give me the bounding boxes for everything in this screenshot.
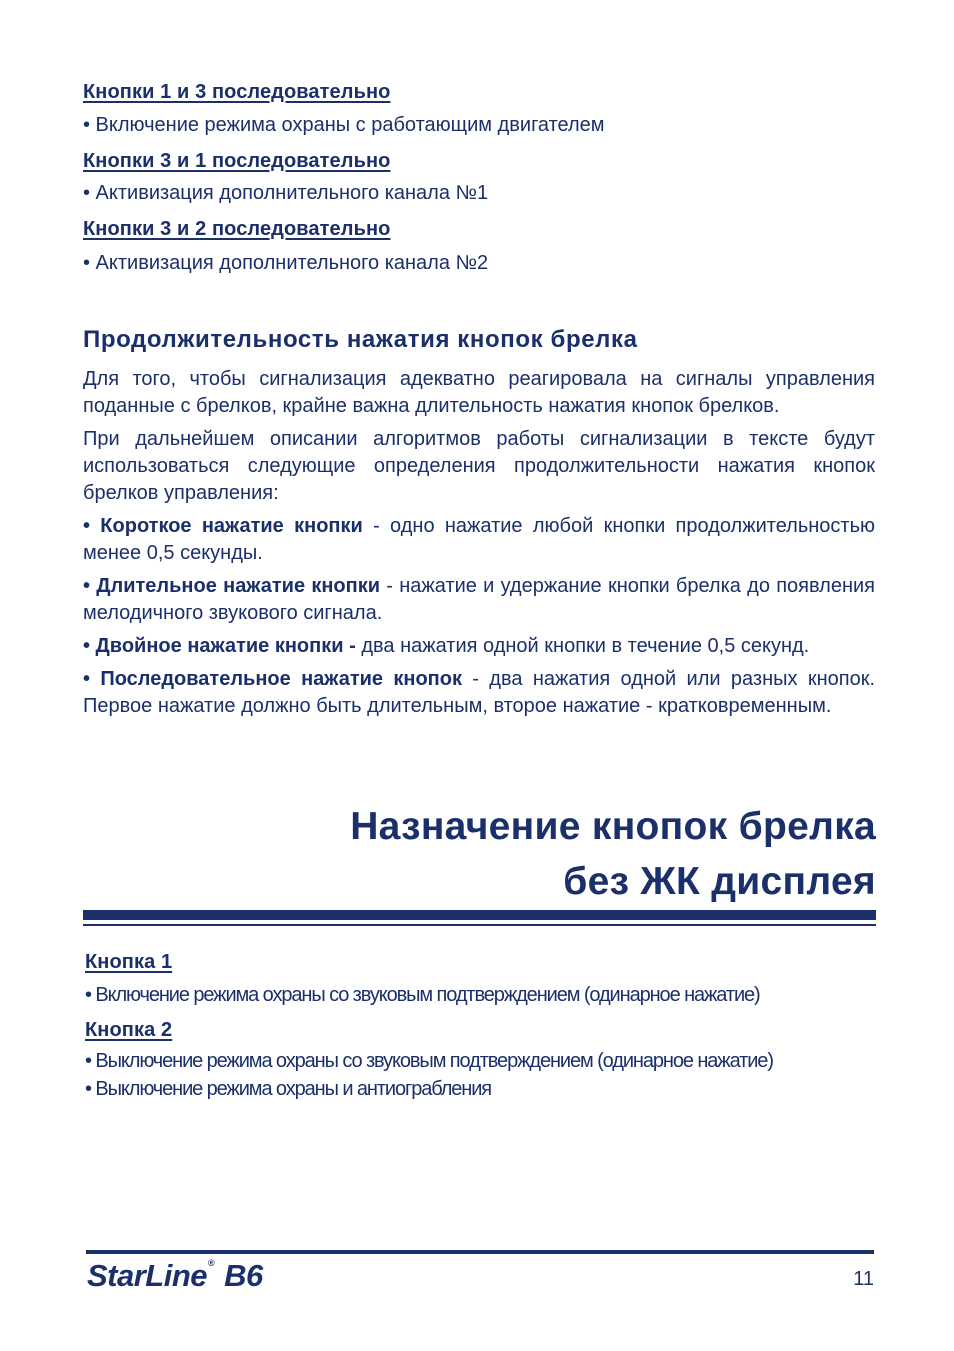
page-number: 11 bbox=[853, 1268, 874, 1290]
def-long bbox=[83, 573, 875, 627]
combo-item: • Включение режима охраны с работающим двигателем bbox=[83, 114, 605, 136]
button-title: Кнопка 1 bbox=[85, 951, 173, 973]
combo-1-3 bbox=[83, 80, 875, 137]
combo-item: • Активизация дополнительного канала №2 bbox=[83, 252, 489, 274]
def-short bbox=[83, 513, 875, 567]
duration-p1: Для того, чтобы сигнализация адекватно реагировала на сигналы управления поданные с брелков, крайне важна длительность нажатия кнопок брелков. bbox=[83, 368, 875, 417]
combo-title: Кнопки 3 и 1 последовательно bbox=[83, 150, 391, 172]
combo-title: Кнопки 3 и 2 последовательно bbox=[83, 218, 391, 240]
combo-item: • Активизация дополнительного канала №1 bbox=[83, 182, 489, 204]
def-term: • Последовательное нажатие кнопок bbox=[83, 668, 462, 690]
brand-name: StarLine bbox=[87, 1258, 208, 1293]
button-item: • Включение режима охраны со звуковым подтверждением (одинарное нажатие) bbox=[85, 984, 760, 1006]
button-item: • Выключение режима охраны со звуковым подтверждением (одинарное нажатие) bbox=[85, 1050, 773, 1072]
def-double bbox=[83, 633, 875, 660]
brand-model: B6 bbox=[224, 1258, 263, 1293]
def-text: - одно нажатие любой кнопки продолжительностью менее 0,5 секунды. bbox=[83, 515, 875, 564]
duration-heading: Продолжительность нажатия кнопок брелка bbox=[83, 326, 638, 353]
section-rule-thick bbox=[83, 910, 876, 920]
duration-p2: При дальнейшем описании алгоритмов работы сигнализации в тексте будут использоваться следующие определения продолжительности нажатия кнопок брелков управления: bbox=[83, 428, 875, 504]
combo-3-2 bbox=[83, 217, 875, 275]
def-text: два нажатия одной кнопки в течение 0,5 секунд. bbox=[355, 635, 810, 657]
combo-3-1 bbox=[83, 149, 875, 205]
def-term: • Длительное нажатие кнопки bbox=[83, 575, 381, 597]
brand-logo bbox=[87, 1258, 263, 1294]
section-title-line2: без ЖК дисплея bbox=[563, 860, 876, 903]
button-1-block bbox=[85, 950, 877, 1007]
def-term: • Короткое нажатие кнопки bbox=[83, 515, 363, 537]
button-2-block bbox=[85, 1018, 877, 1101]
def-sequential bbox=[83, 666, 875, 720]
def-term: • Двойное нажатие кнопки - bbox=[83, 635, 356, 657]
duration-section bbox=[83, 325, 875, 720]
footer-rule bbox=[86, 1250, 874, 1254]
combo-title: Кнопки 1 и 3 последовательно bbox=[83, 81, 391, 103]
button-item: • Выключение режима охраны и антиограбления bbox=[85, 1078, 492, 1100]
def-text: - два нажатия одной или разных кнопок. Первое нажатие должно быть длительным, второе нажатие - кратковременным. bbox=[83, 668, 876, 717]
section-title-line1: Назначение кнопок брелка bbox=[350, 805, 876, 848]
section-rule-thin bbox=[83, 924, 876, 926]
def-text: - нажатие и удержание кнопки брелка до появления мелодичного звукового сигнала. bbox=[83, 575, 875, 624]
button-title: Кнопка 2 bbox=[85, 1019, 173, 1041]
brand-reg: ® bbox=[208, 1258, 215, 1268]
